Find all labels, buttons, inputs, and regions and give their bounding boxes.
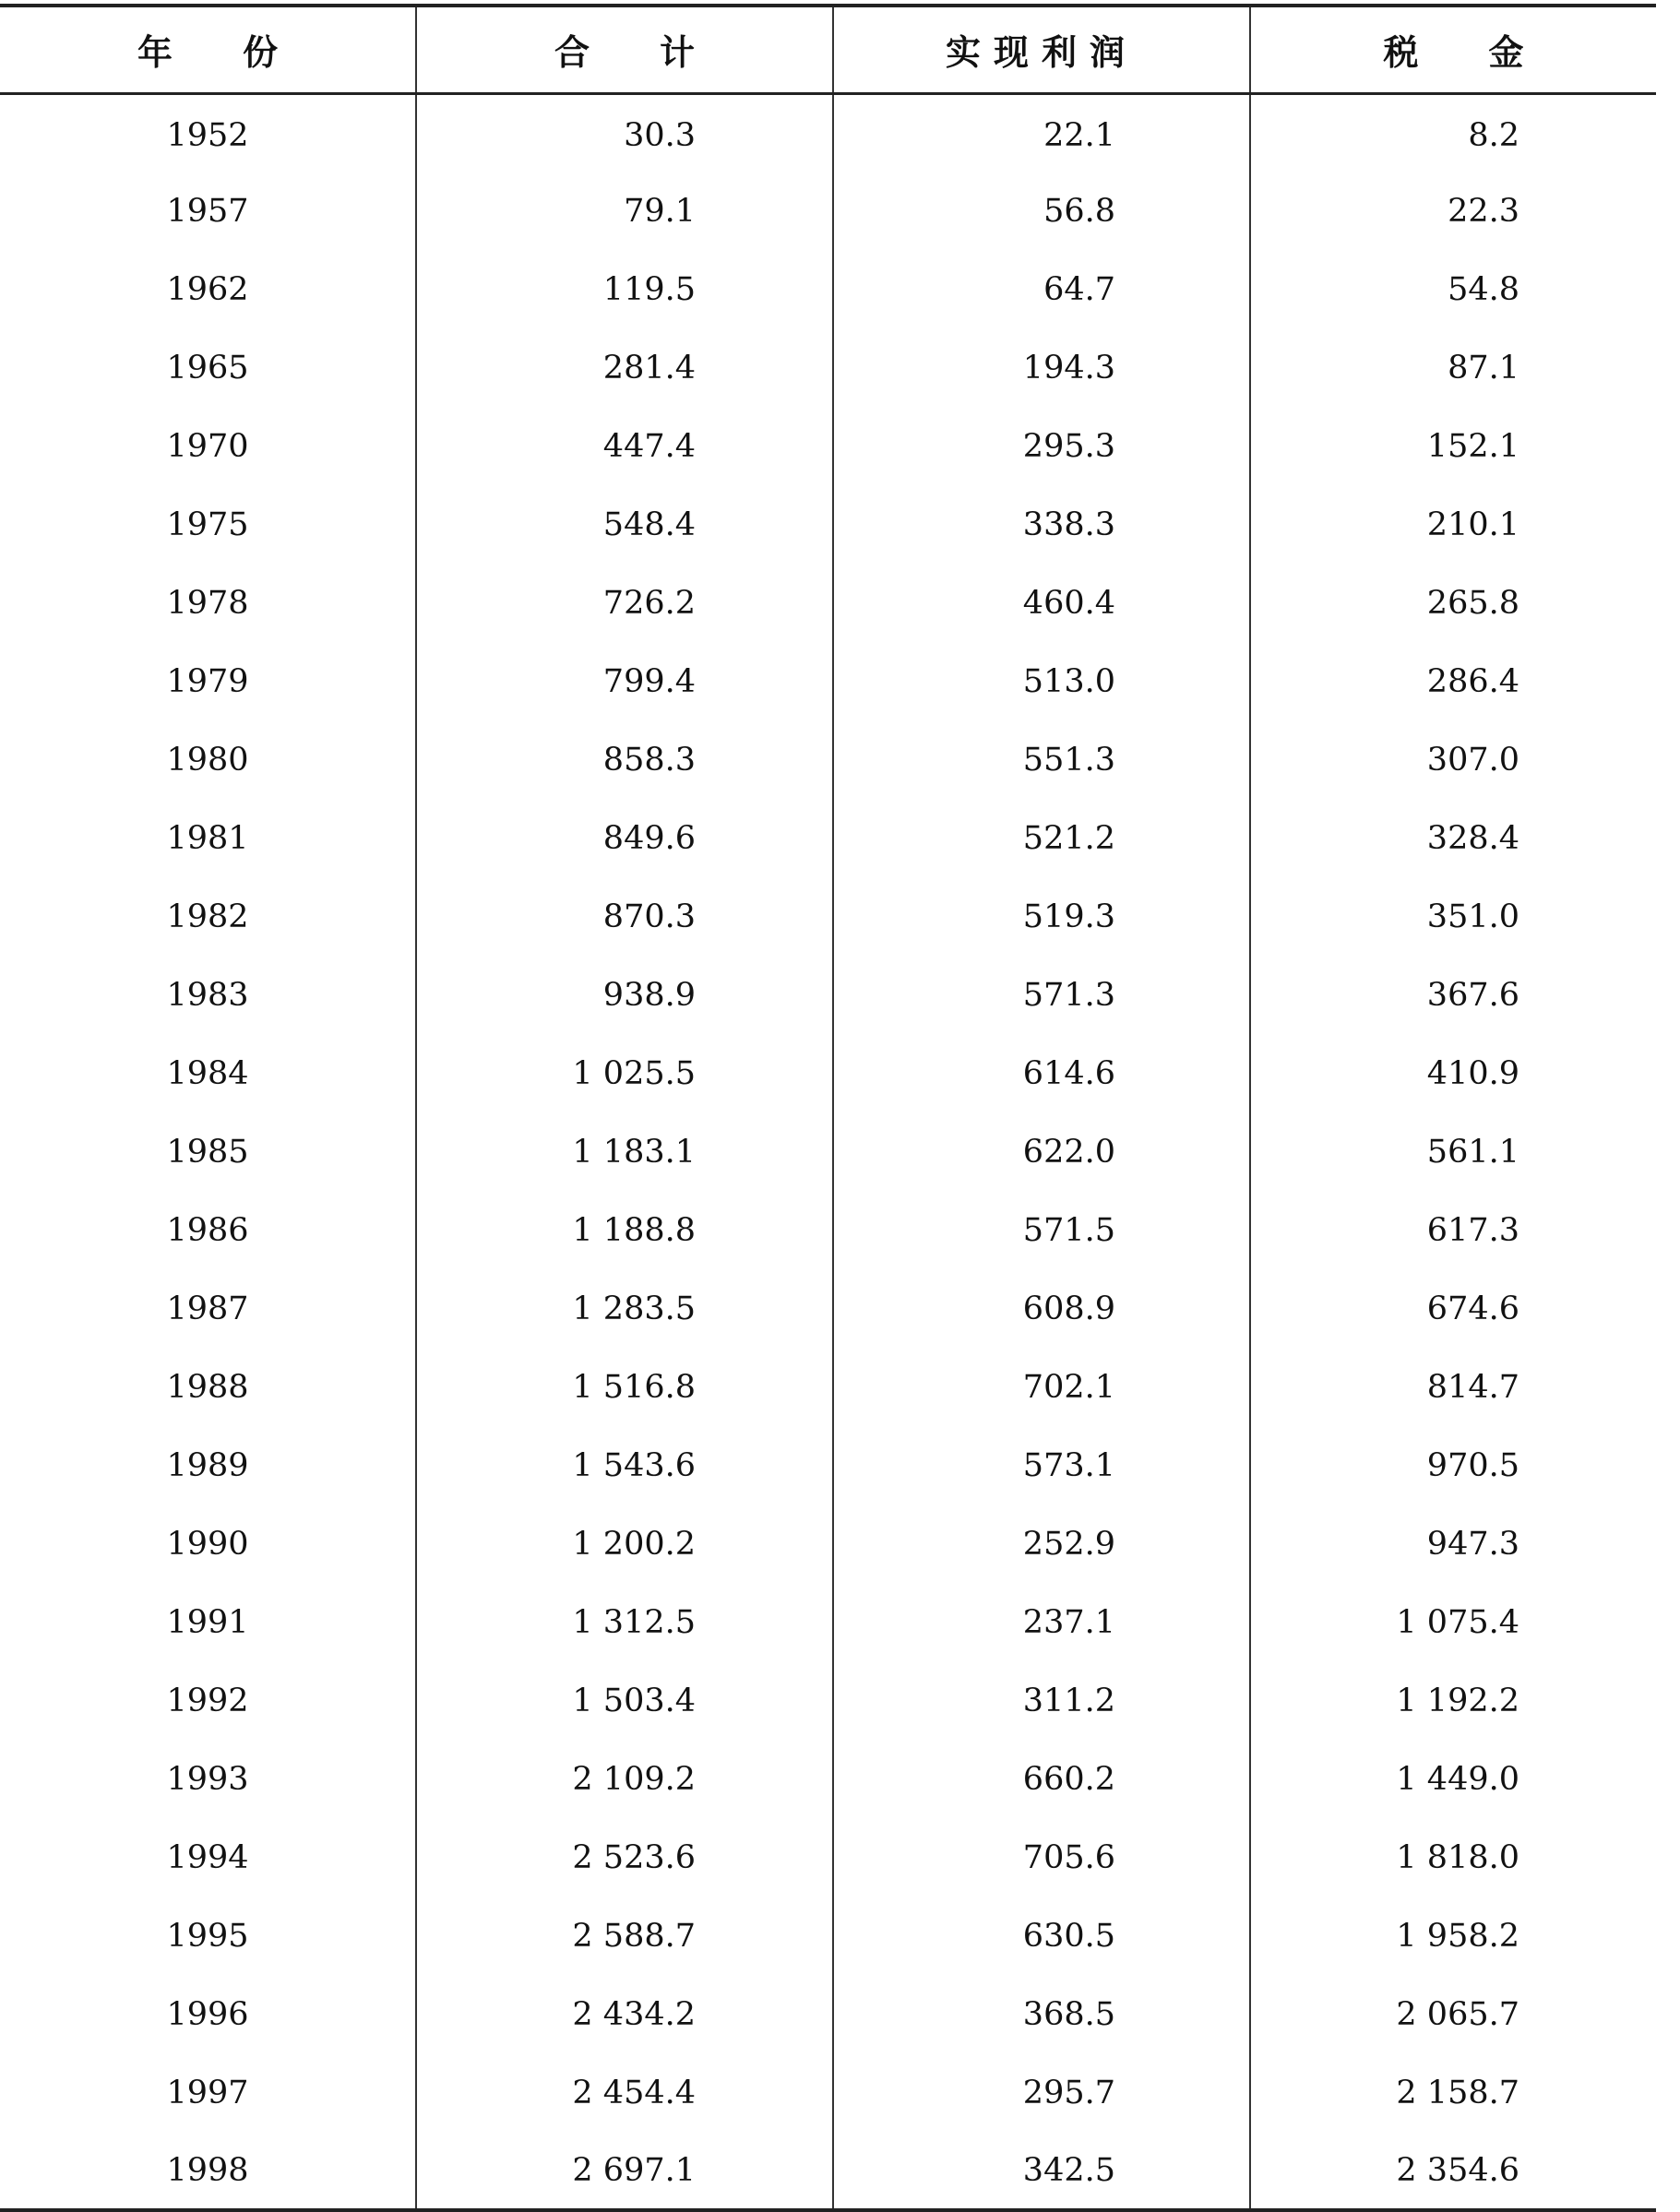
table-header [0,6,1656,93]
cell-year: 1996 [166,1995,249,2033]
cell-profit: 614.6 [833,1034,1250,1112]
header-year: 年 份 [0,6,416,93]
cell-tax: 1 958.2 [1250,1897,1656,1975]
cell-year: 1997 [166,2074,249,2111]
table-row [0,956,1656,1034]
cell-tax: 561.1 [1250,1112,1656,1191]
cell-profit: 608.9 [833,1269,1250,1348]
table-row [0,1740,1656,1818]
cell-profit: 22.1 [833,93,1250,172]
table-row [0,2132,1656,2210]
cell-tax: 210.1 [1250,485,1656,564]
cell-profit: 311.2 [833,1661,1250,1740]
cell-total: 1 283.5 [416,1269,833,1348]
cell-year: 1989 [166,1446,249,1484]
cell-total: 870.3 [416,877,833,956]
cell-total: 1 188.8 [416,1191,833,1269]
cell-profit: 571.5 [833,1191,1250,1269]
table-row [0,1112,1656,1191]
cell-tax: 351.0 [1250,877,1656,956]
cell-profit: 702.1 [833,1348,1250,1426]
cell-total: 1 543.6 [416,1426,833,1504]
cell-total: 447.4 [416,407,833,485]
cell-tax: 814.7 [1250,1348,1656,1426]
cell-tax: 87.1 [1250,328,1656,407]
header-total: 合 计 [416,6,833,93]
cell-year: 1952 [166,117,249,155]
cell-year: 1983 [166,976,249,1014]
table-row [0,1583,1656,1661]
cell-profit: 622.0 [833,1112,1250,1191]
table-row [0,1348,1656,1426]
cell-total: 2 454.4 [416,2053,833,2132]
table-row [0,642,1656,720]
header-tax: 税 金 [1250,6,1656,93]
cell-profit: 660.2 [833,1740,1250,1818]
cell-tax: 2 158.7 [1250,2053,1656,2132]
cell-year: 1990 [166,1525,249,1563]
cell-year: 1985 [166,1133,249,1171]
table-row [0,799,1656,877]
cell-total: 1 503.4 [416,1661,833,1740]
cell-tax: 152.1 [1250,407,1656,485]
cell-total: 119.5 [416,250,833,328]
cell-tax: 1 449.0 [1250,1740,1656,1818]
table-row [0,1975,1656,2053]
table-row [0,877,1656,956]
cell-profit: 295.3 [833,407,1250,485]
cell-profit: 630.5 [833,1897,1250,1975]
table-row [0,1504,1656,1583]
cell-total: 548.4 [416,485,833,564]
cell-year: 1978 [166,584,249,622]
cell-profit: 705.6 [833,1818,1250,1897]
table-row [0,1034,1656,1112]
cell-tax: 8.2 [1250,93,1656,172]
cell-total: 799.4 [416,642,833,720]
cell-year: 1981 [166,819,249,857]
cell-year: 1962 [166,270,249,308]
cell-profit: 338.3 [833,485,1250,564]
table-row [0,1897,1656,1975]
cell-total: 858.3 [416,720,833,799]
cell-tax: 1 075.4 [1250,1583,1656,1661]
table-row [0,250,1656,328]
cell-total: 2 434.2 [416,1975,833,2053]
cell-tax: 674.6 [1250,1269,1656,1348]
cell-total: 726.2 [416,564,833,642]
cell-total: 2 588.7 [416,1897,833,1975]
table-body [0,93,1656,2210]
cell-tax: 265.8 [1250,564,1656,642]
cell-total: 1 312.5 [416,1583,833,1661]
table-row [0,1818,1656,1897]
cell-profit: 573.1 [833,1426,1250,1504]
table-row [0,1191,1656,1269]
cell-profit: 64.7 [833,250,1250,328]
table-row [0,407,1656,485]
cell-profit: 252.9 [833,1504,1250,1583]
cell-profit: 237.1 [833,1583,1250,1661]
cell-year: 1992 [166,1682,249,1719]
table-row [0,1661,1656,1740]
table-row [0,2053,1656,2132]
cell-profit: 368.5 [833,1975,1250,2053]
header-profit: 实现利润 [833,6,1250,93]
table-row [0,485,1656,564]
cell-tax: 947.3 [1250,1504,1656,1583]
cell-year: 1982 [166,898,249,935]
cell-total: 1 025.5 [416,1034,833,1112]
cell-profit: 519.3 [833,877,1250,956]
cell-year: 1957 [166,192,249,230]
cell-tax: 22.3 [1250,172,1656,250]
cell-tax: 1 818.0 [1250,1818,1656,1897]
cell-year: 1994 [166,1838,249,1876]
cell-tax: 410.9 [1250,1034,1656,1112]
cell-total: 938.9 [416,956,833,1034]
table-row [0,564,1656,642]
cell-year: 1984 [166,1054,249,1092]
cell-year: 1998 [0,2132,416,2210]
cell-year: 1987 [166,1290,249,1327]
cell-year: 1988 [166,1368,249,1406]
cell-profit: 521.2 [833,799,1250,877]
cell-total: 2 523.6 [416,1818,833,1897]
cell-total: 281.4 [416,328,833,407]
cell-year: 1980 [166,741,249,779]
cell-year: 1979 [166,662,249,700]
cell-total: 30.3 [416,93,833,172]
cell-tax: 367.6 [1250,956,1656,1034]
cell-total: 1 200.2 [416,1504,833,1583]
cell-year: 1975 [166,505,249,543]
cell-tax: 54.8 [1250,250,1656,328]
cell-tax: 617.3 [1250,1191,1656,1269]
cell-profit: 342.5 [833,2132,1250,2210]
cell-tax: 307.0 [1250,720,1656,799]
cell-total: 79.1 [416,172,833,250]
table-row [0,1269,1656,1348]
table-row [0,172,1656,250]
cell-year: 1965 [166,349,249,387]
cell-tax: 286.4 [1250,642,1656,720]
cell-year: 1991 [166,1603,249,1641]
table-row [0,93,1656,172]
cell-profit: 551.3 [833,720,1250,799]
cell-profit: 295.7 [833,2053,1250,2132]
cell-total: 1 516.8 [416,1348,833,1426]
cell-profit: 460.4 [833,564,1250,642]
table-row [0,720,1656,799]
table-row [0,328,1656,407]
cell-tax: 2 354.6 [1250,2132,1656,2210]
cell-profit: 513.0 [833,642,1250,720]
cell-profit: 571.3 [833,956,1250,1034]
cell-year: 1993 [166,1760,249,1798]
cell-year: 1986 [166,1211,249,1249]
cell-total: 849.6 [416,799,833,877]
cell-year: 1995 [166,1917,249,1955]
cell-year: 1970 [166,427,249,465]
header-row [0,6,1656,93]
cell-total: 2 697.1 [416,2132,833,2210]
cell-profit: 194.3 [833,328,1250,407]
cell-profit: 56.8 [833,172,1250,250]
cell-total: 2 109.2 [416,1740,833,1818]
cell-tax: 1 192.2 [1250,1661,1656,1740]
table-row [0,1426,1656,1504]
profit-tax-table [0,4,1656,2212]
cell-tax: 328.4 [1250,799,1656,877]
cell-tax: 2 065.7 [1250,1975,1656,2053]
cell-total: 1 183.1 [416,1112,833,1191]
cell-tax: 970.5 [1250,1426,1656,1504]
